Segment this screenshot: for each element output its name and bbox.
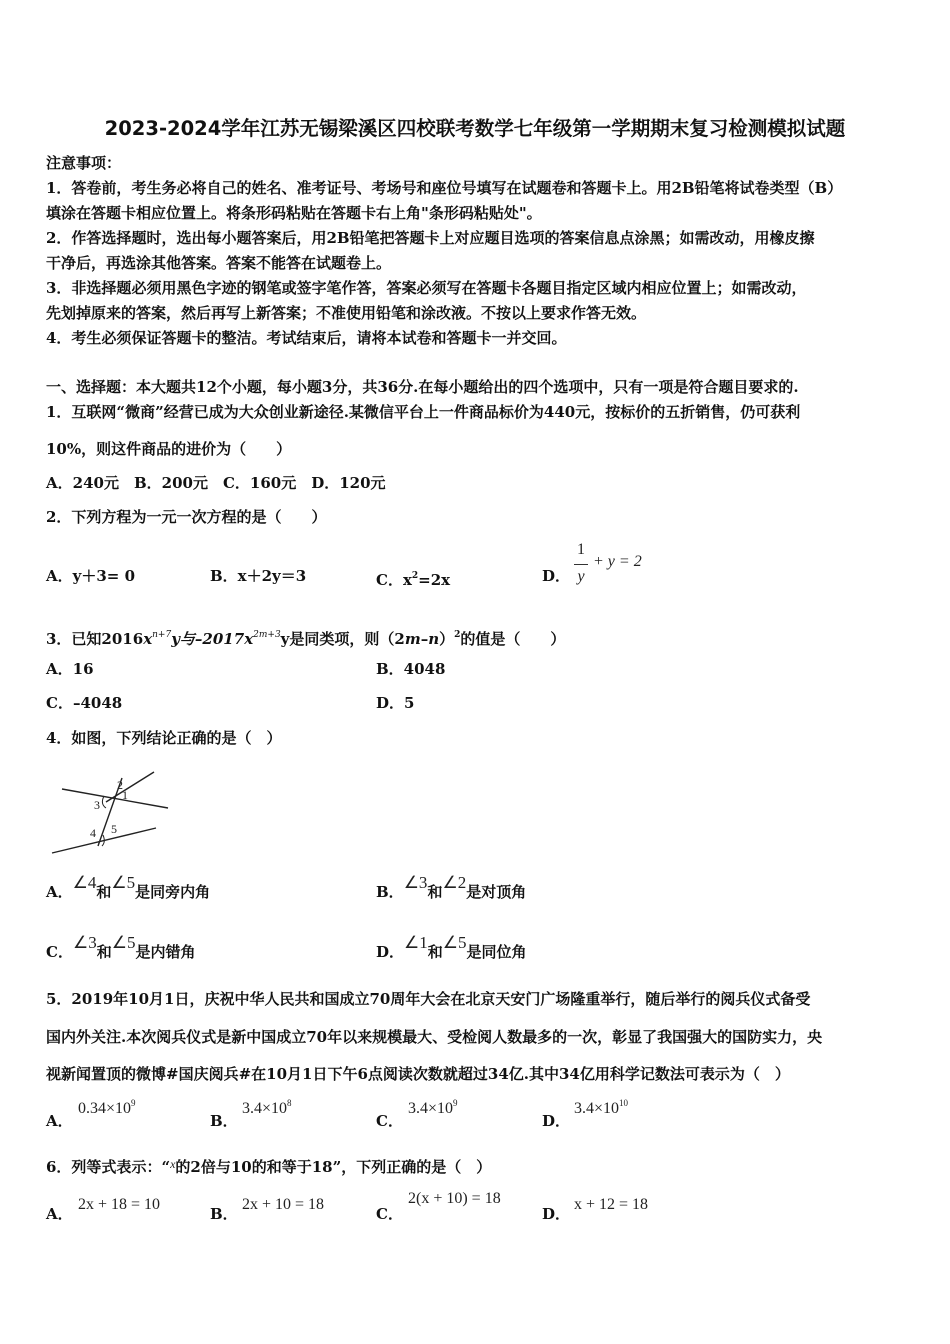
fraction-denominator: y	[577, 568, 585, 585]
notice-line: 4．考生必须保证答题卡的整洁。考试结束后，请将本试卷和答题卡一并交回。	[46, 329, 567, 347]
question-2-option-a: A．y＋3= 0	[46, 567, 136, 585]
question-3-option-d: D．5	[376, 694, 415, 712]
question-5-option-d-value: $3.4\times 10^{10}$	[574, 1098, 629, 1117]
question-6-option-c-value: 2(x + 10) = 18	[408, 1190, 501, 1207]
question-2-option-b: B．x＋2y＝3	[210, 567, 307, 585]
figure-label: 2	[117, 778, 123, 792]
question-6-option-a-label: A．	[46, 1205, 73, 1223]
question-4-option-b: B．∠3和∠2是对顶角	[376, 873, 527, 901]
question-4-option-a: A．∠4和∠5是同旁内角	[46, 873, 211, 901]
question-5-line3: 视新闻置顶的微博#国庆阅兵#在10月1日下午6点阅读次数就超过34亿.其中34亿用科学记数法可表示为（ ）	[46, 1065, 790, 1083]
question-6-option-d-value: x + 12 = 18	[574, 1196, 649, 1213]
notice-line: 先划掉原来的答案，然后再写上新答案；不准使用铅笔和涂改液。不按以上要求作答无效。	[46, 304, 647, 322]
figure-label: 4	[90, 826, 96, 840]
figure-label: 5	[111, 822, 117, 836]
question-2-stem: 2．下列方程为一元一次方程的是（ ）	[46, 508, 327, 526]
question-6-option-c-label: C．	[376, 1205, 403, 1223]
question-6-stem: 6．列等式表示：“$^x$的2倍与10的和等于18”，下列正确的是（ ）	[46, 1157, 492, 1176]
notice-line: 3．非选择题必须用黑色字迹的钢笔或签字笔作答，答案必须写在答题卡各题目指定区域内相应位置上；如需改动，	[46, 279, 807, 297]
question-3-option-a: A．16	[46, 660, 94, 678]
page-title: 2023-2024学年江苏无锡梁溪区四校联考数学七年级第一学期期末复习检测模拟试题	[104, 117, 846, 140]
question-2-option-d-label: D．	[542, 567, 571, 585]
question-5-option-d-label: D．	[542, 1112, 571, 1130]
section-heading: 一、选择题：本大题共12个小题，每小题3分，共36分.在每小题给出的四个选项中，只有一项是符合题目要求的.	[46, 378, 799, 396]
question-3-option-c: C．–4048	[46, 694, 123, 712]
question-1-options: A．240元 B．200元 C．160元 D．120元	[46, 474, 386, 492]
question-5-option-b-label: B．	[210, 1112, 238, 1130]
question-4-stem: 4．如图，下列结论正确的是（ ）	[46, 729, 282, 747]
question-6-option-d-label: D．	[542, 1205, 571, 1223]
question-4-option-c: C．∠3和∠5是内错角	[46, 933, 196, 961]
notice-heading: 注意事项：	[46, 154, 122, 172]
question-1-line2: 10%，则这件商品的进价为（ ）	[46, 440, 292, 458]
question-1-line1: 1．互联网“微商”经营已成为大众创业新途径.某微信平台上一件商品标价为440元，按标价的五折销售，仍可获利	[46, 403, 801, 421]
angle-figure	[48, 762, 173, 862]
figure-label: 3	[94, 798, 100, 812]
fraction-bar	[574, 564, 588, 565]
equation-rest: + y = 2	[593, 553, 642, 570]
question-5-line2: 国内外关注.本次阅兵仪式是新中国成立70年以来规模最大、受检阅人数最多的一次，彰显了我国强大的国防实力，央	[46, 1028, 823, 1046]
question-4-option-d: D．∠1和∠5是同位角	[376, 933, 527, 961]
notice-line: 2．作答选择题时，选出每小题答案后，用2B铅笔把答题卡上对应题目选项的答案信息点涂黑；如需改动，用橡皮擦	[46, 229, 815, 247]
notice-line: 干净后，再选涂其他答案。答案不能答在试题卷上。	[46, 254, 392, 272]
notice-line: 填涂在答题卡相应位置上。将条形码粘贴在答题卡右上角"条形码粘贴处"。	[46, 204, 542, 222]
question-5-line1: 5．2019年10月1日，庆祝中华人民共和国成立70周年大会在北京天安门广场隆重举行，随后举行的阅兵仪式备受	[46, 990, 811, 1008]
question-3-stem: 3．已知$2016x^{n+7}y$与$-2017x^{2m+3}y$是同类项，则$(2m-n)^2$的值是（ ）	[46, 630, 566, 648]
question-5-option-c-value: $3.4\times 10^9$	[408, 1098, 458, 1117]
question-2-option-c: C．$x^2=2x$	[376, 571, 451, 589]
question-6-option-b-label: B．	[210, 1205, 238, 1223]
figure-label: 1	[122, 788, 128, 802]
question-5-option-a-label: A．	[46, 1112, 73, 1130]
question-3-option-b: B．4048	[376, 660, 446, 678]
question-6-option-a-value: 2x + 18 = 10	[78, 1196, 161, 1213]
question-5-option-b-value: $3.4\times 10^8$	[242, 1098, 292, 1117]
question-5-option-a-value: $0.34\times 10^9$	[78, 1098, 136, 1117]
notice-line: 1．答卷前，考生务必将自己的姓名、准考证号、考场号和座位号填写在试题卷和答题卡上。用2B铅笔将试卷类型（B）	[46, 179, 843, 197]
question-5-option-c-label: C．	[376, 1112, 403, 1130]
fraction-numerator: 1	[577, 541, 585, 558]
question-6-option-b-value: 2x + 10 = 18	[242, 1196, 325, 1213]
